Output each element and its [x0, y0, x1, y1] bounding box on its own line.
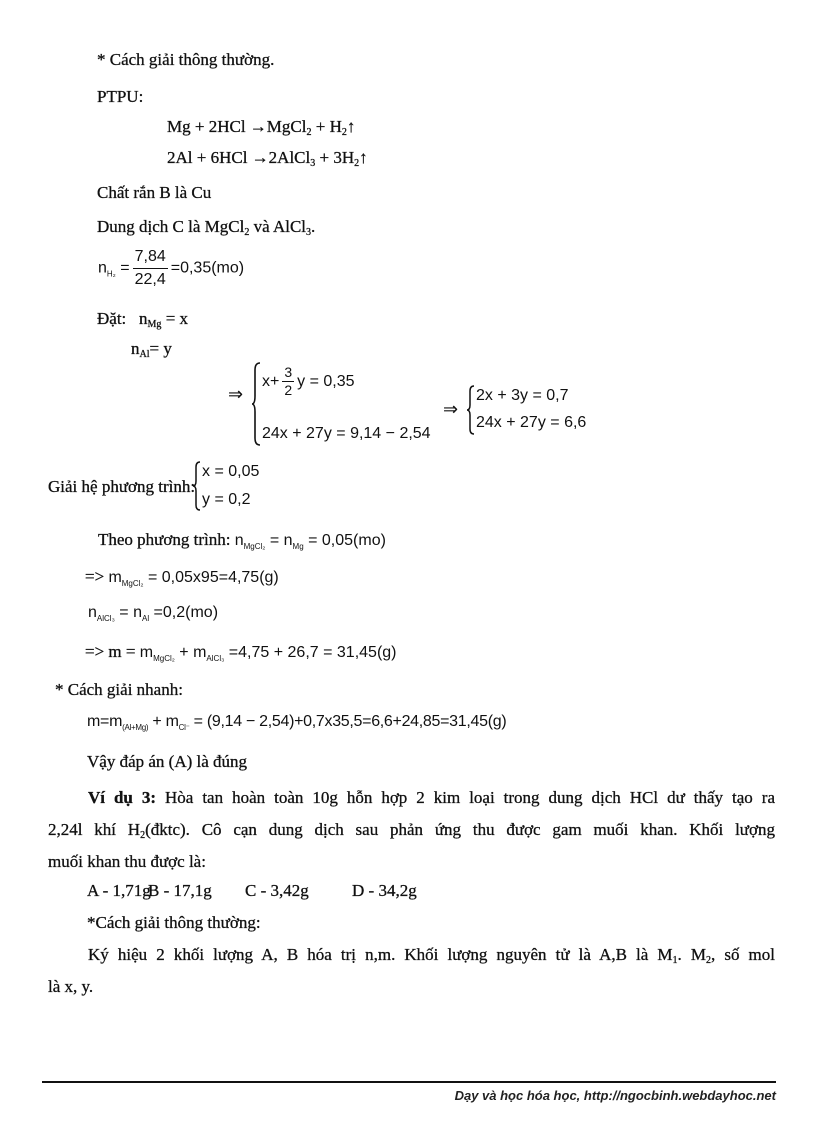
solution-y: y = 0,2 — [202, 491, 251, 508]
sub: Mg — [147, 319, 162, 330]
option-d: D - 34,2g — [352, 881, 417, 900]
text: = (9,14 − 2,54)+0,7x35,5=6,6+24,85=31,45(g) — [189, 713, 507, 730]
implies-arrow: ⇒ — [443, 399, 459, 419]
text: m=m — [87, 713, 123, 730]
n-symbol: n — [98, 259, 107, 277]
sub: Al — [141, 614, 150, 623]
eq-text: + H — [311, 117, 342, 136]
text: = y — [149, 339, 172, 358]
eq-sub: 2 — [354, 158, 360, 169]
sub: MgCl₂ — [243, 542, 266, 551]
example-label: Ví dụ 3: — [88, 788, 157, 807]
system2-row2: 24x + 27y = 6,6 — [476, 414, 587, 431]
example3-line2 — [48, 820, 775, 840]
eq-text: Mg + 2HCl →MgCl — [167, 117, 307, 136]
option-b: B - 17,1g — [148, 881, 212, 900]
dat-line — [97, 309, 188, 329]
solve-label: Giải hệ phương trình: — [48, 477, 196, 496]
text: = x — [161, 309, 189, 328]
text: 2,24l khí H — [48, 820, 141, 839]
sub: 2 — [706, 955, 711, 966]
system1-row1 — [262, 362, 355, 402]
eq-text: + 3H — [315, 148, 355, 167]
sub: 1 — [672, 955, 678, 966]
solution-x: x = 0,05 — [202, 463, 260, 480]
sub: 2 — [140, 830, 146, 841]
solid-b-text: Chất rắn B là Cu — [97, 183, 212, 202]
text: => m = — [85, 642, 140, 661]
sub: AlCl₃ — [96, 614, 115, 623]
m-symbol: m — [108, 569, 122, 586]
conclusion-text: Vậy đáp án (A) là đúng — [87, 752, 248, 771]
n-h2-formula — [98, 246, 244, 291]
m-total-line — [85, 642, 397, 663]
footer-divider — [42, 1081, 776, 1083]
dat-label: Đặt: — [97, 309, 127, 328]
text: x+ — [262, 373, 280, 390]
sub: AlCl₃ — [206, 654, 225, 663]
sub: MgCl₂ — [153, 654, 175, 663]
text: = 0,05(mo) — [303, 532, 386, 549]
m-mgcl2-line — [85, 567, 279, 588]
denominator: 22,4 — [134, 271, 166, 288]
fraction — [133, 246, 168, 291]
text: =0,2(mo) — [149, 604, 219, 621]
text: => — [85, 567, 109, 586]
n-symbol: n — [234, 532, 244, 549]
result: =0,35(mo) — [170, 259, 245, 277]
eq-sub: 2 — [306, 127, 312, 138]
text: , số mol — [711, 945, 775, 964]
system1-row2: 24x + 27y = 9,14 − 2,54 — [262, 425, 431, 442]
gas-arrow-icon: ↑ — [346, 117, 356, 136]
heading-fast-method: * Cách giải nhanh: — [55, 680, 183, 699]
text: = 0,05x95=4,75(g) — [143, 569, 279, 586]
equation-al — [167, 148, 368, 168]
ptpu-label: PTPU: — [97, 87, 144, 106]
eq-sub: 3 — [310, 158, 316, 169]
left-brace-icon — [251, 362, 261, 446]
heading-normal-method: * Cách giải thông thường. — [97, 50, 275, 69]
system2-row1: 2x + 3y = 0,7 — [476, 387, 569, 404]
text: và AlCl — [249, 217, 307, 236]
theo-line — [98, 530, 386, 551]
solution-c-text — [97, 217, 315, 237]
gas-arrow-icon: ↑ — [359, 148, 368, 167]
text: =4,75 + 26,7 = 31,45(g) — [224, 644, 397, 661]
text: . — [311, 217, 316, 236]
denominator: 2 — [284, 382, 293, 399]
equals: = — [120, 259, 130, 277]
text: y = 0,35 — [297, 373, 355, 390]
n-alcl3-line — [88, 603, 218, 623]
text: (đktc). Cô cạn dung dịch sau phản ứng thu được gam muối khan. Khối lượng — [145, 820, 775, 839]
sub: Mg — [292, 542, 304, 551]
text: . M — [677, 945, 706, 964]
kyhieu-line1 — [88, 945, 775, 965]
eq-text: 2Al + 6HCl →2AlCl — [167, 148, 311, 167]
numerator: 3 — [284, 364, 293, 381]
example3-line1 — [88, 788, 775, 808]
left-brace-icon — [466, 385, 475, 435]
sub: (Al+Mg) — [122, 723, 149, 732]
text: = n — [114, 604, 142, 621]
left-brace-icon — [192, 461, 201, 511]
sub: Cl⁻ — [178, 723, 190, 732]
n-al-line — [131, 339, 172, 359]
example3-line3: muối khan thu được là: — [48, 852, 206, 871]
sub: 3 — [306, 227, 312, 238]
fast-formula — [87, 712, 506, 732]
kyhieu-line2: là x, y. — [48, 977, 94, 996]
n-symbol: n — [88, 604, 97, 621]
text: + m — [148, 713, 179, 730]
text: + m — [174, 644, 207, 661]
equation-mg — [167, 117, 355, 137]
text: Hòa tan hoàn toàn 10g hỗn hợp 2 kim loại trong dung dịch HCl dư thấy tạo ra — [156, 788, 775, 807]
option-c: C - 3,42g — [245, 881, 309, 900]
label: Theo phương trình: — [98, 530, 231, 549]
sub: H₂ — [106, 269, 116, 279]
eq-sub: 2 — [341, 127, 347, 138]
n-symbol: n — [131, 339, 140, 358]
implies-arrow: ⇒ — [228, 384, 244, 404]
sub: Al — [139, 349, 150, 360]
fraction — [282, 364, 294, 399]
option-a: A - 1,71g — [87, 881, 151, 900]
n-symbol: n — [139, 309, 148, 328]
heading-normal-method-2: *Cách giải thông thường: — [87, 913, 261, 932]
sub: MgCl₂ — [121, 579, 144, 588]
footer-text: Dạy và học hóa học, http://ngocbinh.webdayhoc.net — [454, 1088, 776, 1103]
sub: 2 — [244, 227, 250, 238]
m-symbol: m — [139, 644, 154, 661]
text: Ký hiệu 2 khối lượng A, B hóa trị n,m. Khối lượng nguyên tử là A,B là M — [88, 945, 673, 964]
numerator: 7,84 — [133, 246, 168, 269]
text: Dung dịch C là MgCl — [97, 217, 245, 236]
text: = n — [265, 532, 293, 549]
